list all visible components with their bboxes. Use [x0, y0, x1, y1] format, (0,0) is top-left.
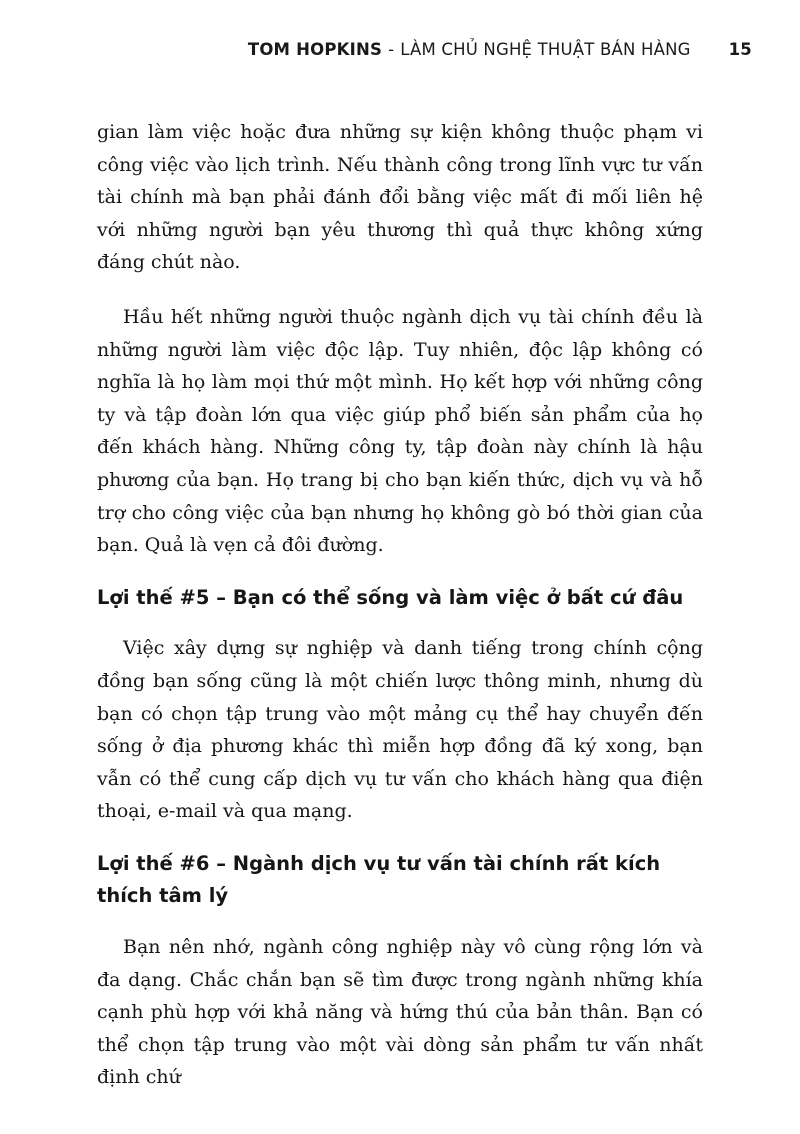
paragraph-live-anywhere: Việc xây dựng sự nghiệp và danh tiếng trong chính cộng đồng bạn sống cũng là một chiến lược thông minh, nhưng dù bạn có chọn tập trung vào một mảng cụ thể hay chuyển đến sống ở địa phương khác thì miễn hợp đồng đã ký xong, bạn vẫn có thể cung cấp dịch vụ tư vấn cho khách hàng qua điện thoại, e-mail và qua mạng.: [97, 637, 703, 823]
running-header: [248, 40, 752, 59]
paragraph-independent-work: Hầu hết những người thuộc ngành dịch vụ tài chính đều là những người làm việc độc lập. Tuy nhiên, độc lập không có nghĩa là họ làm mọi thứ một mình. Họ kết hợp với những công ty và tập đoàn lớn qua việc giúp phổ biến sản phẩm của họ đến khách hàng. Những công ty, tập đoàn này chính là hậu phương của bạn. Họ trang bị cho bạn kiến thức, dịch vụ và hỗ trợ cho công việc của bạn nhưng họ không gò bó thời gian của bạn. Quả là vẹn cả đôi đường.: [97, 305, 703, 557]
page-number: 15: [728, 40, 752, 59]
section-heading-advantage-6: Lợi thế #6 – Ngành dịch vụ tư vấn tài chính rất kích thích tâm lý: [97, 851, 661, 908]
paragraph-diverse-industry: Bạn nên nhớ, ngành công nghiệp này vô cùng rộng lớn và đa dạng. Chắc chắn bạn sẽ tìm được trong ngành những khía cạnh phù hợp với khả năng và hứng thú của bản thân. Bạn có thể chọn tập trung vào một vài dòng sản phẩm tư vấn nhất định chứ: [97, 936, 703, 1089]
header-separator: -: [388, 40, 395, 59]
page-body: [97, 116, 703, 1094]
section-heading-advantage-5: Lợi thế #5 – Bạn có thể sống và làm việc ở bất cứ đâu: [97, 585, 684, 609]
header-author: TOM HOPKINS: [247, 40, 383, 59]
paragraph-continued: gian làm việc hoặc đưa những sự kiện không thuộc phạm vi công việc vào lịch trình. Nếu thành công trong lĩnh vực tư vấn tài chính mà bạn phải đánh đổi bằng việc mất đi mối liên hệ với những người bạn yêu thương thì quả thực không xứng đáng chút nào.: [97, 121, 703, 274]
header-book-title: LÀM CHỦ NGHỆ THUẬT BÁN HÀNG: [400, 40, 691, 59]
